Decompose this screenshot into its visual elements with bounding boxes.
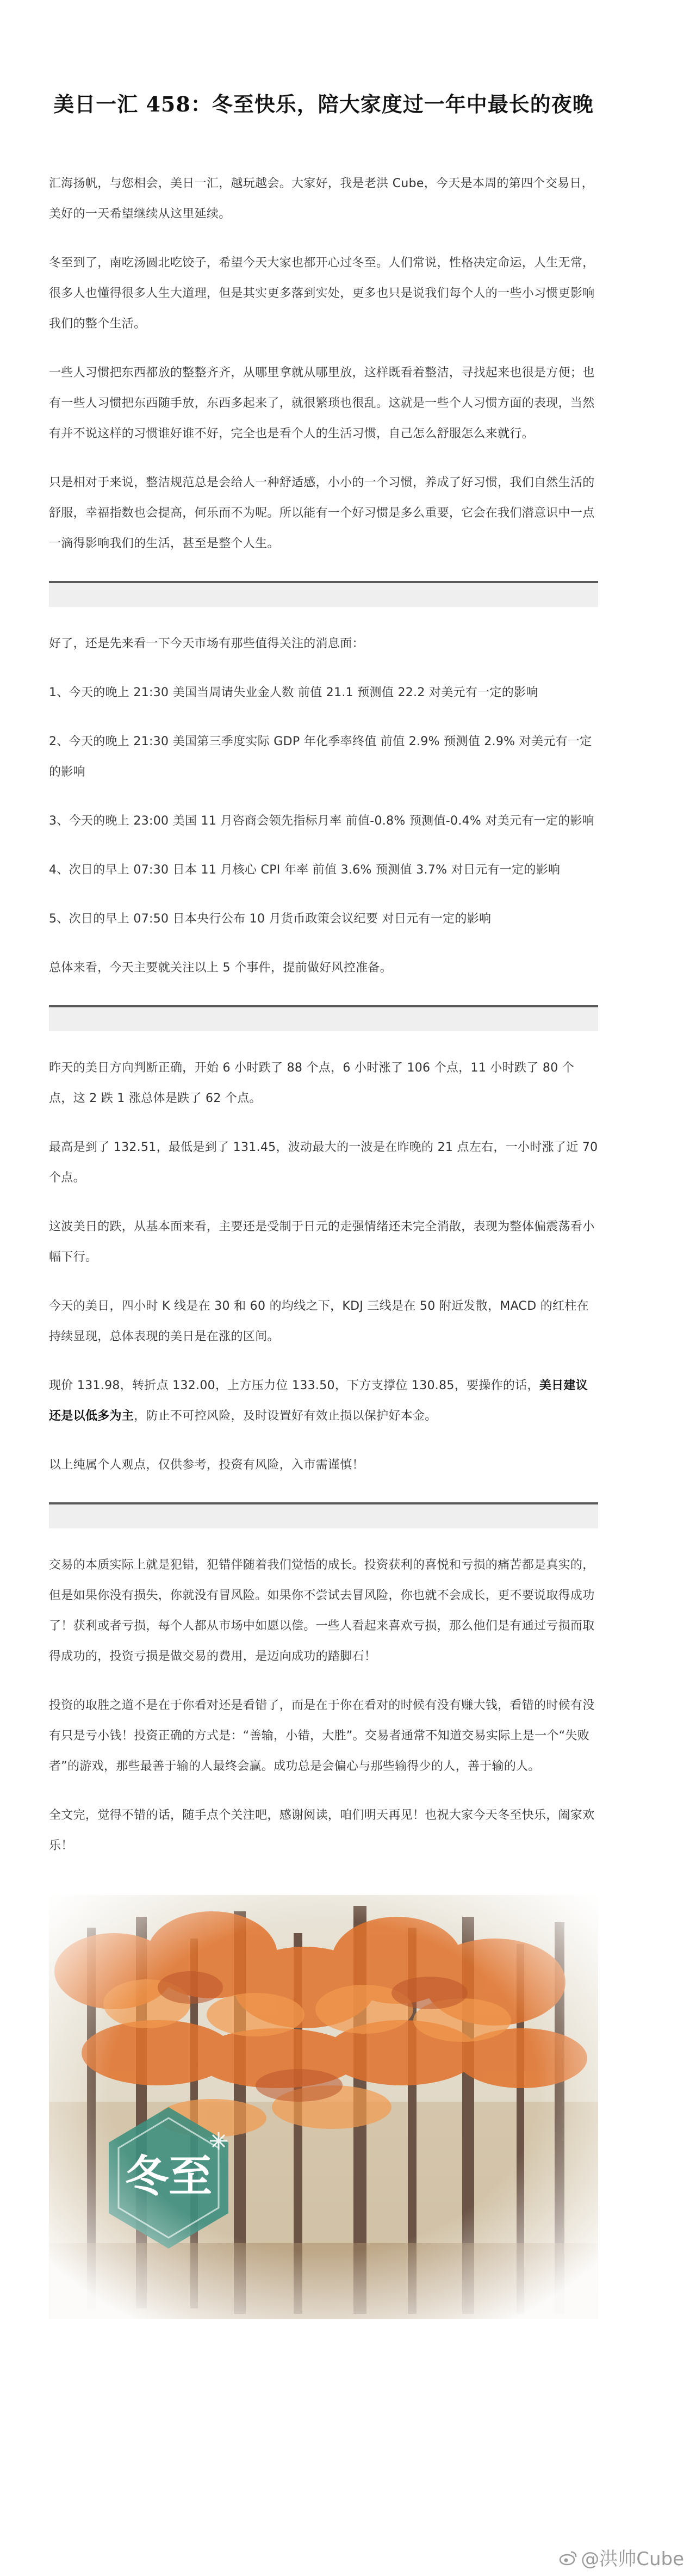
paragraph: 好了，还是先来看一下今天市场有那些值得关注的消息面： [49, 637, 364, 651]
article-title: 美日一汇 458：冬至快乐，陪大家度过一年中最长的夜晚 [53, 92, 594, 116]
advice-text: 现价 131.98，转折点 132.00，上方压力位 133.50，下方支撑位 130.85，要操作的话， [49, 1379, 539, 1392]
article [49, 82, 598, 2319]
closing-section [49, 1550, 598, 1861]
paragraph: 投资的取胜之道不是在于你看对还是看错了，而是在于你在看对的时候有没有赚大钱，看错的时候有没有只是亏小钱！投资正确的方式是：“善输，小错，大胜”。交易者通常不知道交易实际上是一个“失败者”的游戏，那些最善于输的人最终会赢。成功总是会偏心与那些输得少的人，善于输的人。 [49, 1699, 595, 1773]
section-divider [49, 581, 598, 607]
news-item: 2、今天的晚上 21:30 美国第三季度实际 GDP 年化季率终值 前值 2.9% 预测值 2.9% 对美元有一定的影响 [49, 735, 592, 779]
weibo-icon [559, 2549, 577, 2566]
paragraph: 今天的美日，四小时 K 线是在 30 和 60 的均线之下，KDJ 三线是在 50 附近发散，MACD 的红柱在持续显现，总体表现的美日是在涨的区间。 [49, 1299, 589, 1343]
advice-text: ，防止不可控风险，及时设置好有效止损以保护好本金。 [134, 1409, 437, 1423]
section-divider [49, 1005, 598, 1031]
advice-paragraph [49, 1371, 598, 1432]
paragraph: 交易的本质实际上就是犯错，犯错伴随着我们觉悟的成长。投资获利的喜悦和亏损的痛苦都是真实的，但是如果你没有损失，你就没有冒风险。如果你不尝试去冒风险，你也就不会成长，更不要说取得成功了！获利或者亏损，每个人都从市场中如愿以偿。一些人看起来喜欢亏损，那么他们是有通过亏损而取得成功的，投资亏损是做交易的费用，是迈向成功的踏脚石！ [49, 1558, 595, 1663]
winter-solstice-illustration [49, 1895, 598, 2319]
intro-section [49, 169, 598, 559]
paragraph: 冬至到了，南吃汤圆北吃饺子，希望今天大家也都开心过冬至。人们常说，性格决定命运，人生无常，很多人也懂得很多人生大道理，但是其实更多落到实处，更多也只是说我们每个人的一些小习惯更影响我们的整个生活。 [49, 256, 595, 331]
paragraph: 最高是到了 132.51，最低是到了 131.45，波动最大的一波是在昨晚的 21 点左右，一小时涨了近 70 个点。 [49, 1141, 598, 1185]
paragraph: 汇海扬帆，与您相会，美日一汇，越玩越会。大家好，我是老洪 Cube，今天是本周的第四个交易日，美好的一天希望继续从这里延续。 [49, 177, 594, 221]
news-item: 1、今天的晚上 21:30 美国当周请失业金人数 前值 21.1 预测值 22.2 对美元有一定的影响 [49, 686, 538, 699]
news-item: 3、今天的晚上 23:00 美国 11 月咨商会领先指标月率 前值-0.8% 预测值-0.4% 对美元有一定的影响 [49, 814, 595, 828]
paragraph: 只是相对于来说，整洁规范总是会给人一种舒适感，小小的一个习惯，养成了好习惯，我们自然生活的舒服，幸福指数也会提高，何乐而不为呢。所以能有一个好习惯是多么重要，它会在我们潜意识中一点一滴得影响我们的生活，甚至是整个人生。 [49, 476, 595, 550]
section-divider [49, 1502, 598, 1528]
news-section [49, 629, 598, 983]
advice-highlight: 美日建议还是以低多为主 [49, 1379, 588, 1423]
paragraph: 这波美日的跌，从基本面来看，主要还是受制于日元的走强情绪还未完全消散，表现为整体偏震荡看小幅下行。 [49, 1220, 595, 1264]
paragraph: 一些人习惯把东西都放的整整齐齐，从哪里拿就从哪里放，这样既看着整洁，寻找起来也很是方便；也有一些人习惯把东西随手放，东西多起来了，就很繁琐也很乱。这就是一些个人习惯方面的表现，当然有并不说这样的习惯谁好谁不好，完全也是看个人的生活习惯，自己怎么舒服怎么来就行。 [49, 366, 595, 441]
forest-painting [49, 1895, 598, 2319]
paragraph: 总体来看，今天主要就关注以上 5 个事件，提前做好风控准备。 [49, 961, 392, 975]
news-item: 5、次日的早上 07:50 日本央行公布 10 月货币政策会议纪要 对日元有一定的影响 [49, 912, 492, 926]
disclaimer: 以上纯属个人观点，仅供参考，投资有风险，入市需谨慎！ [49, 1458, 364, 1472]
paragraph: 全文完，觉得不错的话，随手点个关注吧，感谢阅读，咱们明天再见！也祝大家今天冬至快乐，阖家欢乐！ [49, 1809, 595, 1853]
paragraph: 昨天的美日方向判断正确，开始 6 小时跌了 88 个点，6 小时涨了 106 个点，11 小时跌了 80 个点，这 2 跌 1 涨总体是跌了 62 个点。 [49, 1061, 575, 1105]
author-watermark [559, 2544, 684, 2571]
news-item: 4、次日的早上 07:30 日本 11 月核心 CPI 年率 前值 3.6% 预测值 3.7% 对日元有一定的影响 [49, 863, 561, 877]
analysis-section [49, 1053, 598, 1481]
watermark-text: @洪帅Cube [581, 2548, 684, 2570]
